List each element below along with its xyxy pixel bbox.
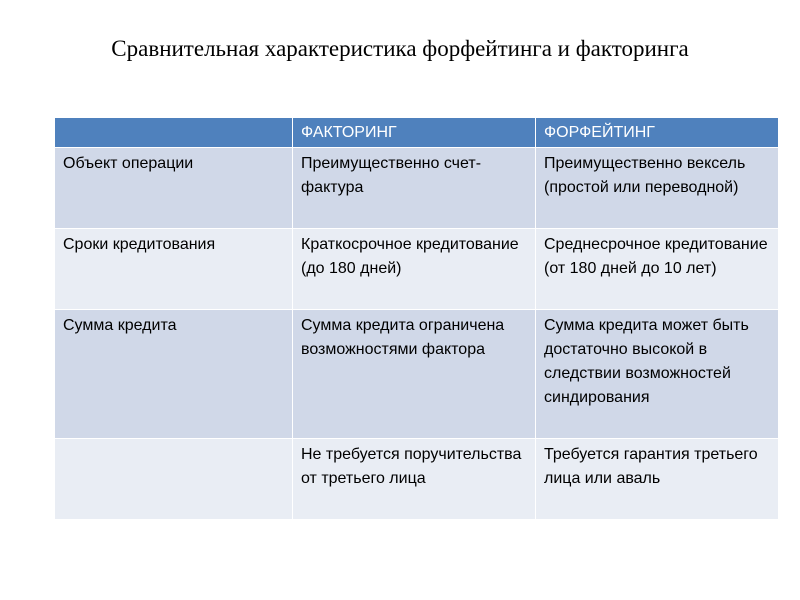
header-cell-forfaiting: ФОРФЕЙТИНГ <box>536 118 779 148</box>
table-row <box>55 148 779 229</box>
factoring-cell: Сумма кредита ограничена возможностями фактора <box>293 310 536 439</box>
forfaiting-cell: Сумма кредита может быть достаточно высокой в следствии возможностей синдирования <box>536 310 779 439</box>
header-cell-empty <box>55 118 293 148</box>
factoring-cell: Краткосрочное кредитование (до 180 дней) <box>293 229 536 310</box>
forfaiting-cell: Требуется гарантия третьего лица или аваль <box>536 439 779 520</box>
comparison-table <box>54 117 779 520</box>
table-row <box>55 439 779 520</box>
row-label: Объект операции <box>55 148 293 229</box>
header-cell-factoring: ФАКТОРИНГ <box>293 118 536 148</box>
row-label <box>55 439 293 520</box>
factoring-cell: Преимущественно счет-фактура <box>293 148 536 229</box>
slide-title: Сравнительная характеристика форфейтинга и факторинга <box>111 36 689 61</box>
row-label: Сумма кредита <box>55 310 293 439</box>
table-row <box>55 229 779 310</box>
table-row <box>55 310 779 439</box>
table-header-row <box>55 118 779 148</box>
forfaiting-cell: Преимущественно вексель (простой или переводной) <box>536 148 779 229</box>
forfaiting-cell: Среднесрочное кредитование (от 180 дней до 10 лет) <box>536 229 779 310</box>
row-label: Сроки кредитования <box>55 229 293 310</box>
factoring-cell: Не требуется поручительства от третьего лица <box>293 439 536 520</box>
